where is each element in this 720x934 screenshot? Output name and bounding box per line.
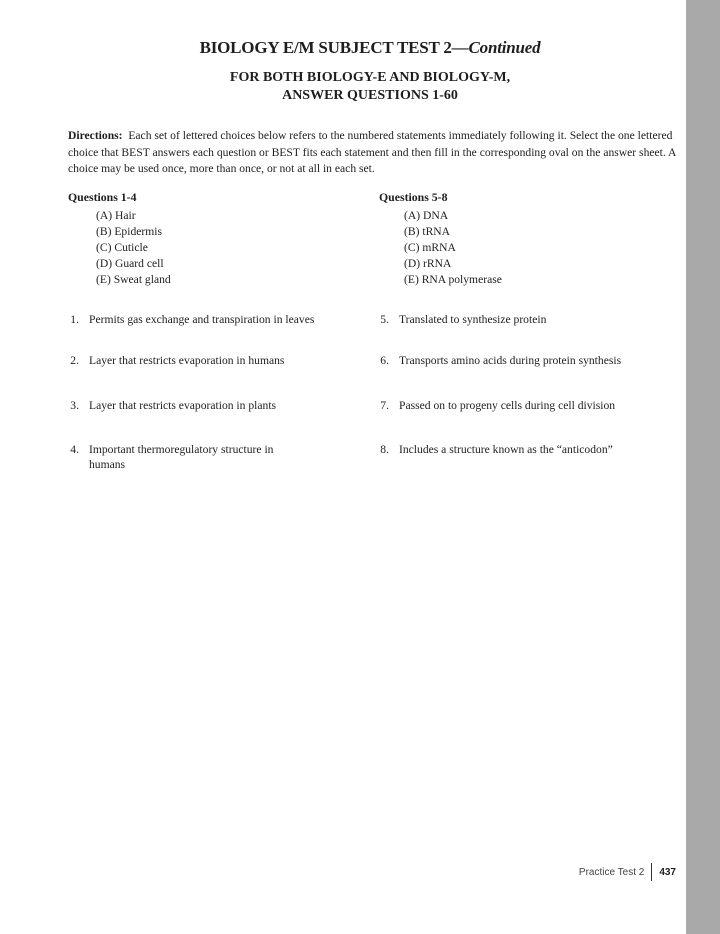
page-edge [686, 0, 720, 934]
question-text: Important thermoregulatory structure in humans [89, 443, 274, 471]
choice-a: (A) Hair [96, 209, 136, 222]
question-8 [372, 442, 672, 457]
question-7 [372, 398, 672, 413]
question-number: 6. [380, 354, 389, 367]
set-1-heading: Questions 1-4 [68, 190, 137, 204]
page-footer [520, 863, 676, 881]
set-2-heading: Questions 5-8 [379, 190, 448, 204]
question-4 [62, 442, 312, 472]
choice-c: (C) Cuticle [96, 241, 148, 254]
question-number: 8. [380, 443, 389, 456]
choice-a: (A) DNA [404, 209, 449, 222]
choice-d: (D) Guard cell [96, 257, 164, 270]
footer-section-label: Practice Test 2 [578, 866, 645, 878]
question-number: 3. [70, 399, 79, 412]
question-number: 4. [70, 443, 79, 456]
question-5 [372, 312, 672, 327]
choice-b: (B) Epidermis [96, 225, 163, 238]
choice-b: (B) tRNA [404, 225, 451, 238]
directions [68, 128, 680, 178]
choice-d: (D) rRNA [404, 257, 452, 270]
question-number: 5. [380, 313, 389, 326]
question-number: 2. [70, 354, 79, 367]
choice-c: (C) mRNA [404, 241, 456, 254]
question-2 [62, 353, 362, 368]
question-number: 7. [380, 399, 389, 412]
choice-e: (E) RNA polymerase [404, 273, 502, 286]
question-6 [372, 353, 672, 368]
footer-divider [651, 863, 652, 881]
question-1 [62, 312, 362, 327]
page-number: 437 [659, 866, 676, 878]
set-2-choices [404, 208, 502, 288]
question-text: Transports amino acids during protein synthesis [399, 354, 622, 367]
question-text: Translated to synthesize protein [399, 313, 547, 326]
question-number: 1. [70, 313, 79, 326]
question-text: Layer that restricts evaporation in humans [89, 354, 285, 367]
subtitle-line-1: FOR BOTH BIOLOGY-E AND BIOLOGY-M, [229, 70, 511, 85]
page-subtitle [0, 69, 720, 105]
question-3 [62, 398, 362, 413]
question-text: Layer that restricts evaporation in plants [89, 399, 277, 412]
page-title [0, 38, 720, 58]
title-main: BIOLOGY E/M SUBJECT TEST 2— [199, 38, 469, 57]
question-text: Passed on to progeny cells during cell division [399, 399, 616, 412]
subtitle-line-2: ANSWER QUESTIONS 1-60 [282, 88, 458, 103]
directions-text: Each set of lettered choices below refers to the numbered statements immediately following it. Select the one lettered choice that BEST answers each question or BEST fits each statement and then fill in the corresponding oval on the answer sheet. A choice may be used once, more than once, or not at all in each set. [68, 129, 676, 175]
question-text: Includes a structure known as the “anticodon” [399, 443, 613, 456]
set-1-choices [96, 208, 171, 288]
directions-label: Directions: [68, 129, 123, 142]
choice-e: (E) Sweat gland [96, 273, 171, 286]
title-continued: Continued [468, 38, 541, 57]
question-text: Permits gas exchange and transpiration in leaves [89, 313, 315, 326]
